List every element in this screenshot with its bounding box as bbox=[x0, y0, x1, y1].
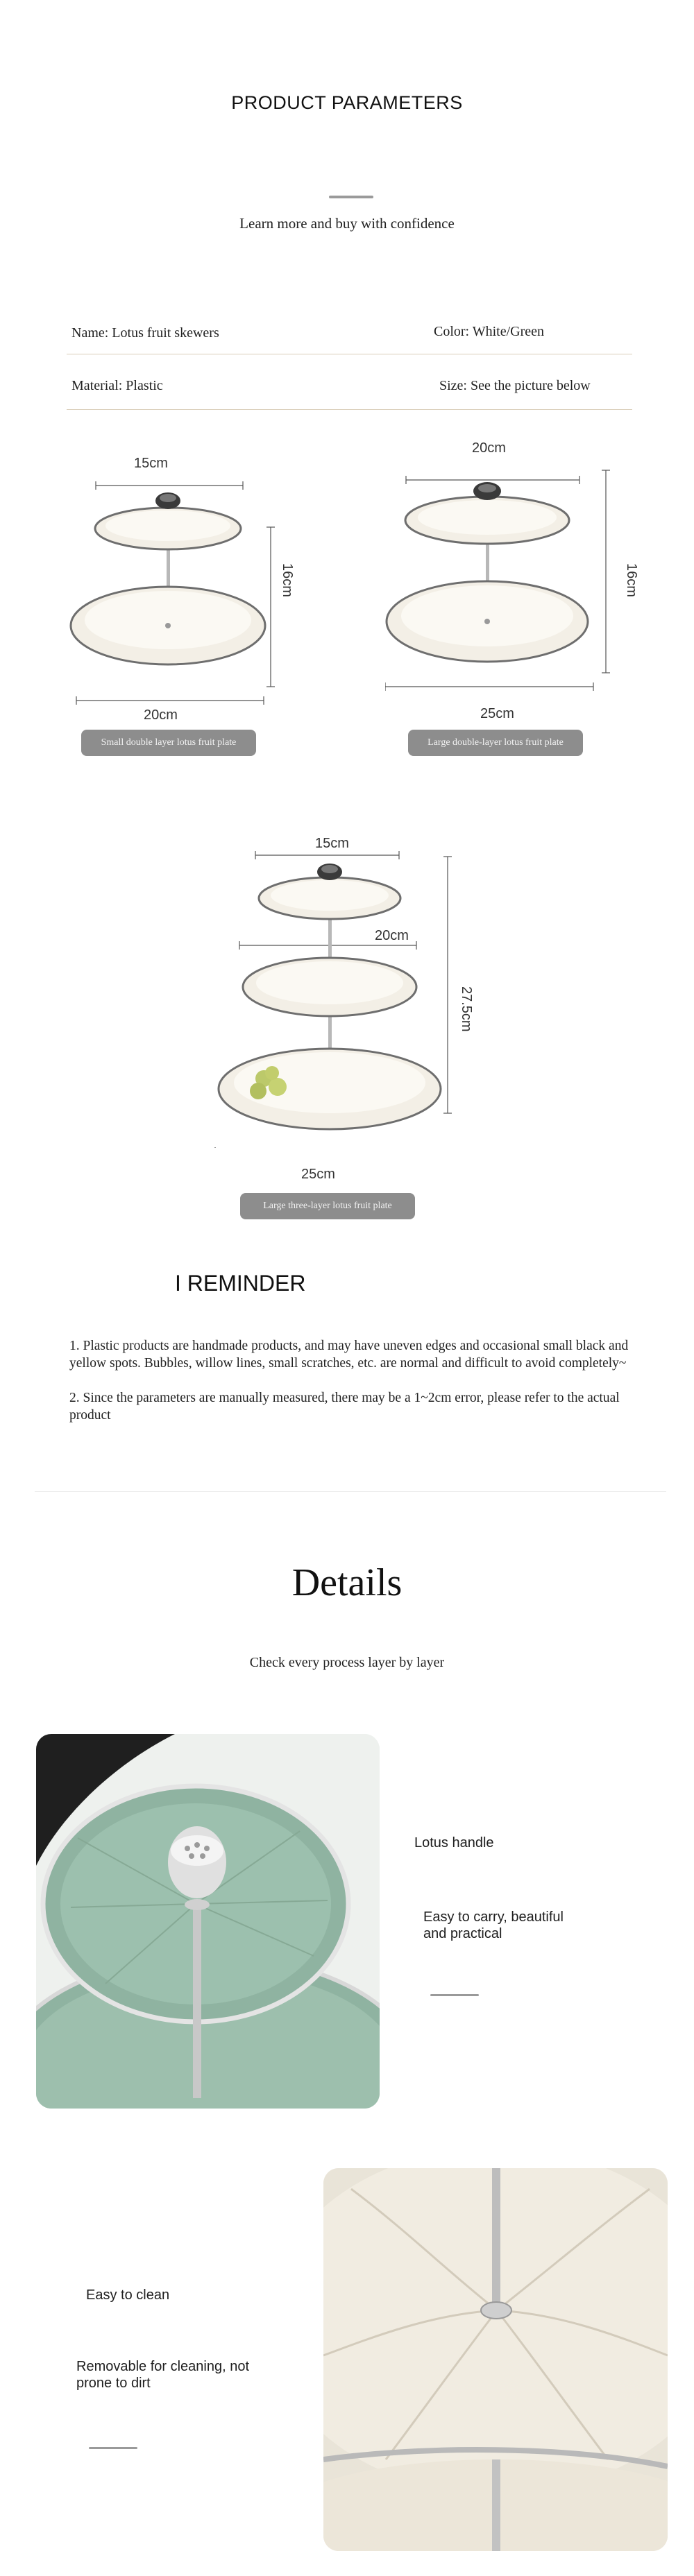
small-top-width: 15cm bbox=[134, 456, 168, 471]
triple-label: Large three-layer lotus fruit plate bbox=[240, 1193, 415, 1219]
feature-1-accent-bar bbox=[430, 1994, 479, 1996]
triple-middle-width: 20cm bbox=[375, 928, 409, 943]
detail-image-lotus-handle bbox=[36, 1734, 380, 2109]
feature-1-description: Easy to carry, beautiful and practical bbox=[423, 1909, 564, 1941]
details-title: Details bbox=[291, 1561, 403, 1604]
small-label: Small double layer lotus fruit plate bbox=[81, 730, 256, 756]
product-small-double bbox=[69, 465, 312, 721]
reminder-line-1: 1. Plastic products are handmade products, and may have uneven edges and occasional small black and yellow spots. Bubbles, willow lines, small scratches, etc. are normal and difficult to avoid completely~ bbox=[69, 1339, 629, 1371]
triple-top-width: 15cm bbox=[315, 836, 349, 851]
reminder-title: I REMINDER bbox=[175, 1271, 306, 1296]
large-triple-plate-image bbox=[208, 850, 458, 1148]
product-large-triple bbox=[208, 850, 458, 1148]
parameters-subtitle: Learn more and buy with confidence bbox=[239, 215, 455, 232]
param-material: Material: Plastic bbox=[71, 378, 163, 393]
feature-2-accent-bar bbox=[89, 2447, 137, 2449]
small-bottom-width: 20cm bbox=[144, 707, 178, 723]
feature-2-description: Removable for cleaning, not prone to dirt bbox=[76, 2359, 250, 2391]
small-double-plate-image bbox=[69, 465, 312, 721]
triple-bottom-width: 25cm bbox=[301, 1167, 335, 1182]
large-double-top-width: 20cm bbox=[472, 440, 506, 456]
large-double-bottom-width: 25cm bbox=[480, 706, 514, 721]
feature-2-heading: Easy to clean bbox=[86, 2287, 170, 2303]
reminder-line-2: 2. Since the parameters are manually measured, there may be a 1~2cm error, please refer to the actual product bbox=[69, 1391, 620, 1423]
param-divider-2 bbox=[67, 409, 632, 410]
green-plate-photo bbox=[36, 1734, 380, 2109]
param-size: Size: See the picture below bbox=[439, 378, 591, 393]
triple-height: 27.5cm bbox=[459, 986, 474, 1032]
large-double-height: 16cm bbox=[624, 563, 639, 597]
small-height: 16cm bbox=[280, 563, 295, 597]
product-large-double bbox=[385, 458, 628, 714]
param-name: Name: Lotus fruit skewers bbox=[71, 325, 219, 341]
param-color: Color: White/Green bbox=[434, 324, 545, 339]
large-double-label: Large double-layer lotus fruit plate bbox=[408, 730, 583, 756]
white-plate-photo bbox=[323, 2168, 668, 2551]
section-divider bbox=[35, 1491, 666, 1492]
parameters-title: PRODUCT PARAMETERS bbox=[231, 92, 463, 113]
feature-1-heading: Lotus handle bbox=[414, 1835, 494, 1851]
large-double-plate-image bbox=[385, 458, 628, 714]
details-subtitle: Check every process layer by layer bbox=[249, 1655, 445, 1670]
title-underline bbox=[329, 196, 373, 198]
detail-image-easy-clean bbox=[323, 2168, 668, 2551]
